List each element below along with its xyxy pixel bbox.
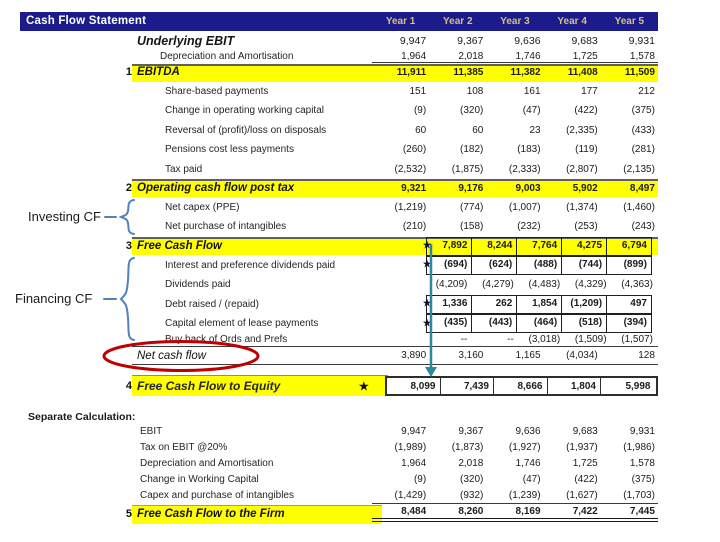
cell-year-3: 1,854 xyxy=(516,295,562,314)
row-label: Free Cash Flow to the Firm xyxy=(137,508,285,521)
cell-year-2: -- xyxy=(507,334,514,346)
row-values xyxy=(372,140,658,159)
row-values xyxy=(372,51,658,63)
row-label: Tax paid xyxy=(165,163,203,175)
statement-header xyxy=(20,12,658,31)
cell-year-1: 1,964 xyxy=(401,457,427,469)
cell-year-5: 9,931 xyxy=(628,35,655,47)
cell-year-3: (47) xyxy=(522,105,541,117)
row-values xyxy=(372,472,658,488)
row-operating-cash-flow-post-tax xyxy=(20,179,658,198)
cell-year-2: 9,176 xyxy=(458,182,484,194)
cell-year-1: (1,989) xyxy=(394,441,427,453)
cell-year-4: (1,627) xyxy=(566,490,598,502)
cell-year-4: (4,329) xyxy=(574,279,607,291)
cell-year-1: 1,964 xyxy=(401,51,427,62)
cell-year-4: (1,937) xyxy=(566,441,598,453)
row-values xyxy=(372,488,658,504)
row-label: Pensions cost less payments xyxy=(165,144,294,156)
cell-year-3: 7,764 xyxy=(516,237,562,256)
row-number: 4 xyxy=(125,379,132,392)
year-2-header: Year 2 xyxy=(443,16,473,27)
cell-year-2: (624) xyxy=(471,256,517,275)
cell-year-5: (281) xyxy=(631,144,655,156)
cell-year-3: 9,636 xyxy=(514,35,541,47)
row-values xyxy=(426,256,658,275)
cell-year-3: 8,169 xyxy=(515,506,541,518)
cell-year-1: -- xyxy=(460,334,468,346)
cell-year-5: (899) xyxy=(606,256,652,275)
investing-cf-label: Investing CF xyxy=(28,209,101,224)
cell-year-1: (9) xyxy=(413,105,427,117)
cell-year-4: (422) xyxy=(574,105,598,117)
row-label: Capital element of lease payments xyxy=(165,317,319,329)
cell-year-5: (433) xyxy=(631,124,655,136)
cell-year-1: 7,892 xyxy=(426,237,472,256)
cell-year-4: 1,725 xyxy=(572,457,598,469)
star-icon: ★ xyxy=(422,317,432,330)
cell-year-2: 3,160 xyxy=(458,349,484,361)
cell-year-3: (488) xyxy=(516,256,562,275)
cell-year-3: 11,382 xyxy=(510,67,541,78)
cell-year-1: (1,219) xyxy=(394,201,427,213)
cell-year-5: 1,578 xyxy=(629,51,655,62)
star-icon: ★ xyxy=(422,297,432,310)
cell-year-5: 9,931 xyxy=(629,425,655,437)
cell-year-1: (435) xyxy=(426,314,472,333)
row-label: Tax on EBIT @20% xyxy=(140,441,228,453)
row-free-cash-flow-to-equity xyxy=(20,375,658,397)
row-share-based-payments xyxy=(20,82,658,101)
cell-year-3: (1,927) xyxy=(508,441,541,453)
cell-year-3: 9,636 xyxy=(515,425,541,437)
cell-year-4: 11,408 xyxy=(567,67,598,78)
cell-year-5: 7,445 xyxy=(629,506,655,518)
row-label: Change in Working Capital xyxy=(140,474,259,486)
cell-year-2: 9,367 xyxy=(458,425,484,437)
cell-year-3: 1,746 xyxy=(515,51,541,62)
cell-year-2: 8,244 xyxy=(471,237,517,256)
row-values xyxy=(372,504,658,522)
statement-sheet xyxy=(20,12,658,524)
cell-year-3: 23 xyxy=(529,124,541,136)
row-label: Operating cash flow post tax xyxy=(137,181,295,194)
cell-year-1: (9) xyxy=(413,474,427,486)
cell-year-3: 8,666 xyxy=(494,378,548,394)
row-values xyxy=(372,424,658,440)
year-column-headers xyxy=(372,12,658,31)
row-label: Net purchase of intangibles xyxy=(165,221,287,233)
cell-year-4: (253) xyxy=(574,221,598,233)
cell-year-4: (1,509) xyxy=(574,334,607,346)
cell-year-2: (1,875) xyxy=(451,163,484,175)
statement-rows xyxy=(20,31,658,524)
row-label: Net capex (PPE) xyxy=(165,201,240,213)
star-icon: ★ xyxy=(358,378,370,394)
cell-year-4: 4,275 xyxy=(561,237,607,256)
row-change-in-operating-working-capital xyxy=(20,101,658,120)
row-net-capex-ppe xyxy=(20,198,658,217)
cell-year-2: (774) xyxy=(460,201,484,213)
row-free-cash-flow xyxy=(20,237,658,256)
cell-year-3: 1,746 xyxy=(515,457,541,469)
cell-year-2: (443) xyxy=(471,314,517,333)
row-label: EBIT xyxy=(140,425,163,437)
row-values xyxy=(372,198,658,217)
cell-year-5: 1,578 xyxy=(629,457,655,469)
cell-year-1: 9,947 xyxy=(399,35,427,47)
row-pensions-cost-less-payments xyxy=(20,140,658,159)
row-label: EBITDA xyxy=(137,66,180,78)
row-number: 3 xyxy=(125,239,132,252)
row-depreciation-and-amortisation xyxy=(20,51,658,63)
cell-year-5: (1,507) xyxy=(621,334,653,346)
cell-year-3: (4,483) xyxy=(528,279,561,291)
row-values xyxy=(372,179,658,198)
row-free-cash-flow-to-the-firm xyxy=(20,504,658,524)
row-values xyxy=(426,333,658,347)
row-values xyxy=(372,347,658,365)
cell-year-5: (1,703) xyxy=(623,490,655,502)
row-underlying-ebit xyxy=(20,31,658,51)
cell-year-5: (4,363) xyxy=(621,279,653,291)
cell-year-5: 497 xyxy=(606,295,652,314)
cell-year-1: 60 xyxy=(415,124,427,136)
row-change-in-working-capital xyxy=(20,472,658,488)
cell-year-4: (1,374) xyxy=(566,201,598,213)
cell-year-1: 3,890 xyxy=(401,349,427,361)
row-label: Free Cash Flow xyxy=(137,239,222,252)
cell-year-1: 11,911 xyxy=(396,67,427,78)
cell-year-4: (2,335) xyxy=(566,124,598,136)
row-label: Debt raised / (repaid) xyxy=(165,298,259,310)
row-tax-on-ebit-20 xyxy=(20,440,658,456)
cell-year-2: 108 xyxy=(466,86,484,97)
cell-year-2: (320) xyxy=(460,105,484,117)
row-label: Dividends paid xyxy=(165,279,231,291)
row-number: 1 xyxy=(125,66,132,78)
row-net-cash-flow xyxy=(20,347,658,365)
row-separate-calculation xyxy=(20,411,658,424)
row-ebit xyxy=(20,424,658,440)
cell-year-4: 177 xyxy=(581,86,598,97)
row-values xyxy=(372,101,658,120)
row-values xyxy=(372,82,658,101)
cell-year-2: 11,385 xyxy=(453,67,484,78)
cell-year-4: 9,683 xyxy=(571,35,598,47)
cell-year-1: (210) xyxy=(402,221,427,233)
cell-year-5: (375) xyxy=(631,105,655,117)
cell-year-4: (119) xyxy=(575,144,598,156)
row-values xyxy=(426,237,658,256)
year-3-header: Year 3 xyxy=(500,16,530,27)
year-1-header: Year 1 xyxy=(385,16,416,27)
cell-year-1: 9,947 xyxy=(401,425,427,437)
row-label: Buy back of Ords and Prefs xyxy=(165,334,288,346)
row-dividends-paid xyxy=(20,275,658,294)
cell-year-4: (2,807) xyxy=(566,163,598,175)
row-label: Share-based payments xyxy=(165,86,269,97)
row-values xyxy=(372,63,658,82)
cell-year-3: 1,165 xyxy=(515,349,541,361)
row-label: Free Cash Flow to Equity xyxy=(137,378,281,393)
row-label: Depreciation and Amortisation xyxy=(140,457,274,469)
row-values xyxy=(372,440,658,456)
cell-year-2: 262 xyxy=(471,295,517,314)
cell-year-5: 5,998 xyxy=(625,380,651,392)
cell-year-2: (320) xyxy=(460,474,484,486)
row-values xyxy=(372,160,658,179)
row-capex-and-purchase-of-intangibles xyxy=(20,488,658,504)
cell-year-2: (158) xyxy=(460,221,484,233)
cell-year-1: 1,336 xyxy=(426,295,472,314)
row-values xyxy=(372,31,658,51)
cell-year-5: (375) xyxy=(631,474,655,486)
row-values xyxy=(426,295,658,314)
cell-year-2: 9,367 xyxy=(457,35,484,47)
cell-year-2: 7,439 xyxy=(441,378,495,394)
row-values xyxy=(426,314,658,333)
cell-year-5: (243) xyxy=(631,221,655,233)
star-icon: ★ xyxy=(422,239,432,252)
cell-year-1: (2,532) xyxy=(394,163,427,175)
row-label: Capex and purchase of intangibles xyxy=(140,490,294,502)
year-4-header: Year 4 xyxy=(557,16,587,27)
cell-year-4: (422) xyxy=(574,474,598,486)
cell-year-1: 8,484 xyxy=(401,506,427,518)
cell-year-1: (1,429) xyxy=(394,490,427,502)
statement-title: Cash Flow Statement xyxy=(26,15,147,27)
cell-year-4: 1,804 xyxy=(548,378,602,394)
cell-year-1: 8,099 xyxy=(387,378,441,394)
cell-year-3: (47) xyxy=(522,474,541,486)
row-debt-raised-repaid xyxy=(20,295,658,314)
cell-year-2: (932) xyxy=(460,490,484,502)
row-label: Underlying EBIT xyxy=(137,34,235,48)
cell-year-3: (2,333) xyxy=(508,163,541,175)
cell-year-2: 2,018 xyxy=(458,51,484,62)
row-interest-and-preference-dividends-paid xyxy=(20,256,658,275)
cell-year-3: (464) xyxy=(516,314,562,333)
row-net-purchase-of-intangibles xyxy=(20,217,658,236)
cell-year-5: 11,509 xyxy=(624,67,655,78)
row-values xyxy=(385,376,658,396)
row-label: Separate Calculation: xyxy=(28,410,136,423)
cell-year-3: (232) xyxy=(517,221,541,233)
cell-year-5: (1,986) xyxy=(623,441,655,453)
cell-year-1: (260) xyxy=(402,144,427,156)
cell-year-5: 212 xyxy=(638,86,655,97)
row-label: Depreciation and Amortisation xyxy=(160,51,294,62)
cell-year-3: (1,239) xyxy=(508,490,541,502)
row-ebitda xyxy=(20,63,658,82)
cell-year-5: (394) xyxy=(606,314,652,333)
cell-year-1: 9,321 xyxy=(401,182,427,194)
year-5-header: Year 5 xyxy=(614,16,645,27)
cell-year-4: 1,725 xyxy=(572,51,598,62)
row-tax-paid xyxy=(20,160,658,179)
cell-year-3: (183) xyxy=(517,144,541,156)
cell-year-4: (1,209) xyxy=(561,295,607,314)
cell-year-5: 8,497 xyxy=(629,182,655,194)
row-label: Reversal of (profit)/loss on disposals xyxy=(165,124,327,136)
divider-line xyxy=(132,364,658,365)
cell-year-2: 2,018 xyxy=(458,457,484,469)
cell-year-2: 60 xyxy=(472,124,484,136)
cell-year-1: (694) xyxy=(426,256,472,275)
star-icon: ★ xyxy=(422,258,432,271)
row-values xyxy=(372,456,658,472)
cell-year-1: 151 xyxy=(409,86,427,97)
row-label: Change in operating working capital xyxy=(165,105,324,117)
row-values xyxy=(426,275,658,294)
row-label: Interest and preference dividends paid xyxy=(165,259,336,271)
cell-year-3: 9,003 xyxy=(515,182,541,194)
cell-year-4: 9,683 xyxy=(572,425,598,437)
cell-year-5: (2,135) xyxy=(623,163,655,175)
cell-year-5: 128 xyxy=(638,349,655,361)
row-values xyxy=(372,217,658,236)
row-values xyxy=(372,121,658,140)
financing-cf-label: Financing CF xyxy=(15,291,93,306)
cell-year-2: (1,873) xyxy=(451,441,484,453)
cell-year-4: (518) xyxy=(561,314,607,333)
cell-year-4: (4,034) xyxy=(566,349,598,361)
cell-year-3: 161 xyxy=(523,86,541,97)
cell-year-3: (3,018) xyxy=(528,334,561,346)
row-label: Net cash flow xyxy=(137,349,207,362)
row-number: 2 xyxy=(125,181,132,194)
cell-year-5: (1,460) xyxy=(623,201,655,213)
cell-year-5: 6,794 xyxy=(606,237,652,256)
cell-year-4: 7,422 xyxy=(572,506,598,518)
cell-year-2: (4,279) xyxy=(482,279,514,291)
row-depreciation-and-amortisation xyxy=(20,456,658,472)
row-reversal-of-profit-loss-on-disposals xyxy=(20,121,658,140)
row-number: 5 xyxy=(125,508,132,521)
cell-year-2: 8,260 xyxy=(458,506,484,518)
cell-year-1: (4,209) xyxy=(435,279,468,291)
cell-year-4: 5,902 xyxy=(572,182,598,194)
row-capital-element-of-lease-payments xyxy=(20,314,658,333)
cell-year-4: (744) xyxy=(561,256,607,275)
cell-year-3: (1,007) xyxy=(508,201,541,213)
cell-year-2: (182) xyxy=(460,144,484,156)
row-buy-back-of-ords-and-prefs xyxy=(20,333,658,347)
